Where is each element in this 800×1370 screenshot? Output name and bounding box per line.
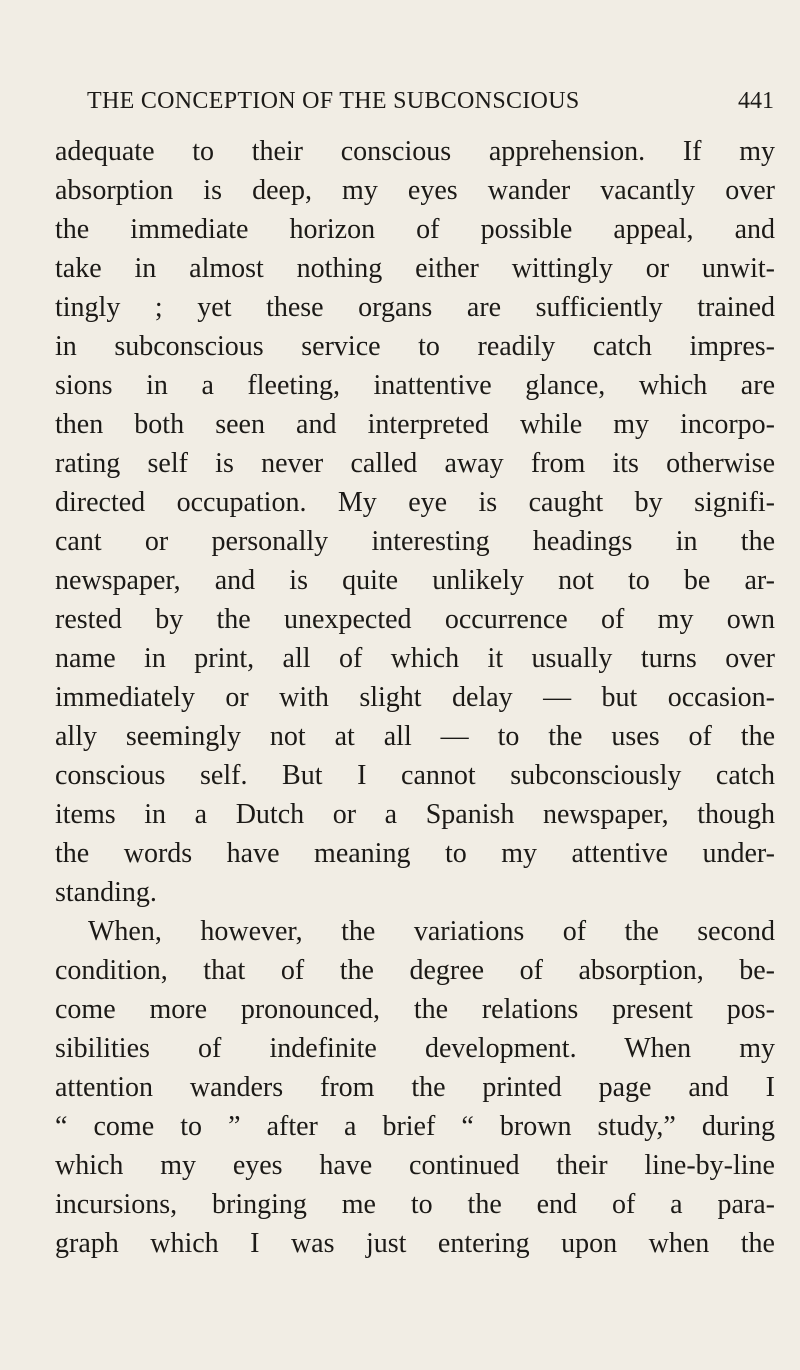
running-head [0, 88, 800, 124]
text-line: then both seen and interpreted while my incorpo- [55, 409, 775, 440]
text-line: sibilities of indefinite development. When my [55, 1033, 775, 1064]
text-line: condition, that of the degree of absorption, be- [55, 955, 775, 986]
text-line: rating self is never called away from its otherwise [55, 448, 775, 479]
text-line: directed occupation. My eye is caught by signifi- [55, 487, 775, 518]
text-line: in subconscious service to readily catch impres- [55, 331, 775, 362]
text-line: immediately or with slight delay — but occasion- [55, 682, 775, 713]
text-line: standing. [55, 877, 157, 908]
text-line: absorption is deep, my eyes wander vacantly over [55, 175, 775, 206]
text-line: conscious self. But I cannot subconsciously catch [55, 760, 775, 791]
text-line: cant or personally interesting headings in the [55, 526, 775, 557]
body-text [55, 132, 775, 1263]
text-line: incursions, bringing me to the end of a para- [55, 1189, 775, 1220]
text-line: “ come to ” after a brief “ brown study,” during [55, 1111, 775, 1142]
text-line: newspaper, and is quite unlikely not to be ar- [55, 565, 775, 596]
text-line: ally seemingly not at all — to the uses of the [55, 721, 775, 752]
text-line: which my eyes have continued their line-by-line [55, 1150, 775, 1181]
text-line: the words have meaning to my attentive under- [55, 838, 775, 869]
page-number: 441 [738, 88, 774, 114]
text-line: come more pronounced, the relations present pos- [55, 994, 775, 1025]
text-line: attention wanders from the printed page and I [55, 1072, 775, 1103]
text-line: When, however, the variations of the second [88, 916, 775, 947]
text-line: the immediate horizon of possible appeal, and [55, 214, 775, 245]
text-line: take in almost nothing either wittingly or unwit- [55, 253, 775, 284]
text-line: name in print, all of which it usually turns over [55, 643, 775, 674]
text-line: adequate to their conscious apprehension. If my [55, 136, 775, 167]
text-line: graph which I was just entering upon when the [55, 1228, 775, 1259]
running-title: THE CONCEPTION OF THE SUBCONSCIOUS [87, 88, 580, 114]
text-line: rested by the unexpected occurrence of my own [55, 604, 775, 635]
text-line: tingly ; yet these organs are sufficiently trained [55, 292, 775, 323]
text-line: sions in a fleeting, inattentive glance, which are [55, 370, 775, 401]
text-line: items in a Dutch or a Spanish newspaper, though [55, 799, 775, 830]
